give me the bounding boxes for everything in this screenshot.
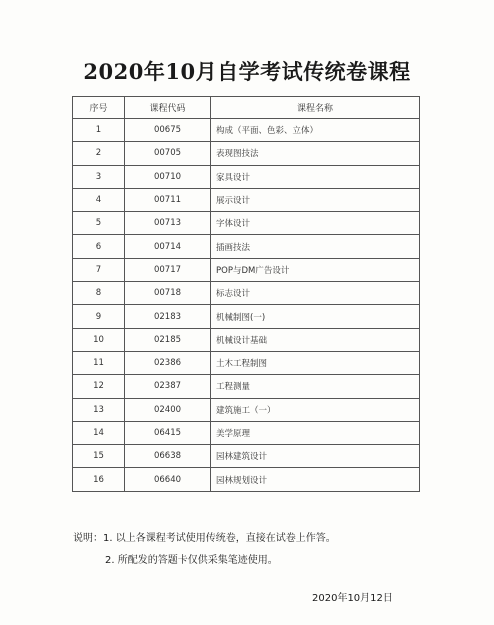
table-row [73, 165, 420, 188]
row-course-name: 展示设计 [211, 188, 420, 211]
row-no: 2 [73, 142, 125, 165]
row-course-name: 构成（平面、色彩、立体） [211, 119, 420, 142]
row-no: 16 [73, 468, 125, 491]
table-row [73, 235, 420, 258]
header-name: 课程名称 [211, 97, 420, 119]
row-no: 4 [73, 188, 125, 211]
row-no: 8 [73, 282, 125, 305]
row-course-name: 工程测量 [211, 375, 420, 398]
row-no: 12 [73, 375, 125, 398]
row-no: 6 [73, 235, 125, 258]
row-course-name: 插画技法 [211, 235, 420, 258]
row-course-name: 土木工程制图 [211, 351, 420, 374]
row-code: 00675 [125, 119, 211, 142]
table-row [73, 188, 420, 211]
row-no: 13 [73, 398, 125, 421]
row-no: 10 [73, 328, 125, 351]
row-course-name: 机械制图(一) [211, 305, 420, 328]
row-course-name: 标志设计 [211, 282, 420, 305]
row-course-name: 家具设计 [211, 165, 420, 188]
table-row [73, 398, 420, 421]
row-no: 14 [73, 421, 125, 444]
table-row [73, 351, 420, 374]
row-code: 02183 [125, 305, 211, 328]
row-code: 02387 [125, 375, 211, 398]
notes-section [73, 528, 336, 572]
row-code: 00705 [125, 142, 211, 165]
row-code: 00714 [125, 235, 211, 258]
row-no: 7 [73, 258, 125, 281]
document-date: 2020年10月12日 [312, 593, 393, 604]
table-row [73, 119, 420, 142]
row-course-name: 表现图技法 [211, 142, 420, 165]
row-code: 00711 [125, 188, 211, 211]
row-no: 1 [73, 119, 125, 142]
table-row [73, 445, 420, 468]
table-row [73, 258, 420, 281]
page-title: 2020年10月自学考试传统卷课程 [83, 59, 411, 84]
row-no: 5 [73, 212, 125, 235]
table-row [73, 212, 420, 235]
row-no: 15 [73, 445, 125, 468]
row-course-name: 园林规划设计 [211, 468, 420, 491]
note-line-1: 说明：1. 以上各课程考试使用传统卷，直接在试卷上作答。 [73, 533, 336, 544]
row-no: 11 [73, 351, 125, 374]
table-row [73, 328, 420, 351]
course-table [72, 96, 420, 492]
row-code: 00710 [125, 165, 211, 188]
table-row [73, 282, 420, 305]
row-code: 00713 [125, 212, 211, 235]
row-code: 02400 [125, 398, 211, 421]
row-code: 06638 [125, 445, 211, 468]
row-course-name: POP与DM广告设计 [211, 258, 420, 281]
table-row [73, 375, 420, 398]
row-code: 00717 [125, 258, 211, 281]
row-no: 9 [73, 305, 125, 328]
table-header-row [73, 97, 420, 119]
table-row [73, 142, 420, 165]
table-row [73, 421, 420, 444]
row-code: 02185 [125, 328, 211, 351]
table-row [73, 468, 420, 491]
row-course-name: 美学原理 [211, 421, 420, 444]
row-course-name: 机械设计基础 [211, 328, 420, 351]
row-code: 00718 [125, 282, 211, 305]
row-course-name: 园林建筑设计 [211, 445, 420, 468]
row-code: 06415 [125, 421, 211, 444]
row-code: 02386 [125, 351, 211, 374]
note-line-2: 2. 所配发的答题卡仅供采集笔迹使用。 [105, 555, 278, 566]
row-course-name: 字体设计 [211, 212, 420, 235]
header-code: 课程代码 [125, 97, 211, 119]
row-code: 06640 [125, 468, 211, 491]
table-row [73, 305, 420, 328]
header-no: 序号 [73, 97, 125, 119]
row-course-name: 建筑施工（一） [211, 398, 420, 421]
row-no: 3 [73, 165, 125, 188]
